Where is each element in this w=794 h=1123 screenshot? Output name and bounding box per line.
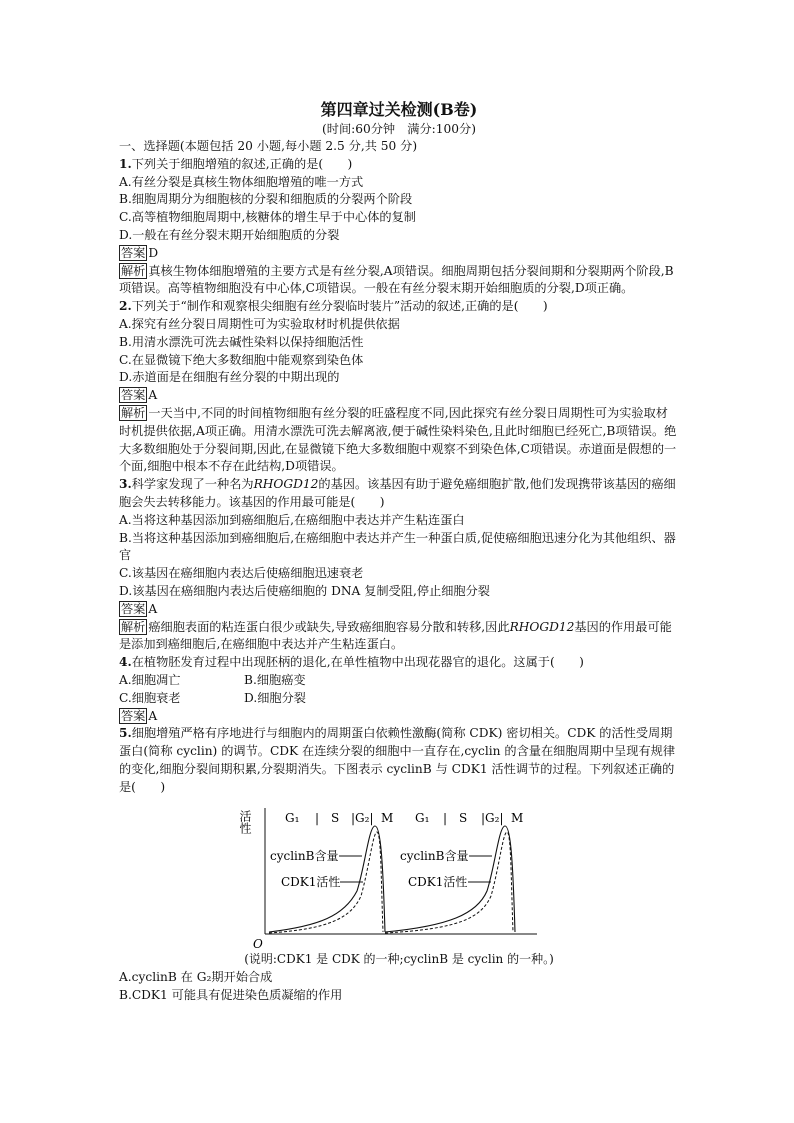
section-heading: 一、选择题(本题包括 20 小题,每小题 2.5 分,共 50 分) bbox=[119, 139, 418, 153]
q4-answer: A bbox=[148, 708, 158, 723]
q3-gene-name: RHOGD12 bbox=[253, 477, 319, 492]
q4-option-b: B.细胞癌变 bbox=[244, 672, 306, 687]
q1-option-a: A.有丝分裂是真核生物体细胞增殖的唯一方式 bbox=[119, 174, 364, 189]
q1-stem: 下列关于细胞增殖的叙述,正确的是( ) bbox=[131, 156, 353, 171]
cdk1-label: CDK1活性 bbox=[408, 875, 468, 890]
y-axis-label: 活性 bbox=[238, 810, 252, 835]
phase-label: M bbox=[381, 811, 394, 826]
cdk1-label: CDK1活性 bbox=[281, 875, 341, 890]
phase-label: | bbox=[443, 811, 448, 826]
q2-option-b: B.用清水漂洗可洗去碱性染料以保持细胞活性 bbox=[119, 334, 364, 349]
explain-tag: 解析 bbox=[121, 263, 146, 278]
phase-label: G₁ bbox=[285, 811, 300, 826]
question-4 bbox=[119, 654, 679, 725]
q2-explanation: 一天当中,不同的时间植物细胞有丝分裂的旺盛程度不同,因此探究有丝分裂日周期性可为实验取材时机提供依据,A项正确。用清水漂洗可洗去解离液,便于碱性染料染色,且此时细胞已经死亡,B项错误。绝大多数细胞处于分裂间期,因此,在显微镜下绝大多数细胞中观察不到染色体,C项错误。赤道面是假想的一个面,细胞中根本不存在此结构,D项错误。 bbox=[119, 405, 677, 474]
q4-stem: 在植物胚发育过程中出现胚柄的退化,在单性植物中出现花器官的退化。这属于( ) bbox=[131, 655, 584, 670]
cyclinb-label: cyclinB含量 bbox=[400, 849, 469, 864]
q1-explanation: 真核生物体细胞增殖的主要方式是有丝分裂,A项错误。细胞周期包括分裂间期和分裂期两个阶段,B项错误。高等植物细胞没有中心体,C项错误。一般在有丝分裂末期开始细胞质的分裂,D项正确。 bbox=[119, 263, 674, 296]
q2-option-c: C.在显微镜下绝大多数细胞中能观察到染色体 bbox=[119, 352, 364, 367]
q3-stem-a: 科学家发现了一种名为 bbox=[131, 477, 254, 492]
q2-answer: A bbox=[148, 388, 158, 403]
q4-number: 4. bbox=[119, 655, 132, 670]
phase-label: G₁ bbox=[415, 811, 430, 826]
answer-tag: 答案 bbox=[121, 708, 146, 723]
phase-label: S bbox=[459, 811, 468, 826]
question-2 bbox=[119, 298, 679, 476]
q3-number: 3. bbox=[119, 477, 132, 492]
cyclinb-cdk1-diagram bbox=[119, 796, 679, 951]
q1-option-d: D.一般在有丝分裂末期开始细胞质的分裂 bbox=[119, 227, 340, 242]
q3-explanation-gene: RHOGD12 bbox=[509, 619, 575, 634]
figure-caption: (说明:CDK1 是 CDK 的一种;cyclinB 是 cyclin 的一种。) bbox=[244, 952, 554, 967]
question-1 bbox=[119, 156, 679, 298]
q5-number: 5. bbox=[119, 726, 132, 741]
answer-tag: 答案 bbox=[121, 245, 146, 260]
doc-subtitle: (时间:60分钟 满分:100分) bbox=[322, 122, 476, 136]
q4-option-a: A.细胞凋亡 bbox=[119, 672, 181, 687]
origin-label: O bbox=[253, 937, 263, 952]
q3-option-c: C.该基因在癌细胞内表达后使癌细胞迅速衰老 bbox=[119, 566, 364, 581]
q5-option-b: B.CDK1 可能具有促进染色质凝缩的作用 bbox=[119, 988, 343, 1003]
q2-option-d: D.赤道面是在细胞有丝分裂的中期出现的 bbox=[119, 370, 340, 385]
explain-tag: 解析 bbox=[121, 405, 146, 420]
q2-stem: 下列关于“制作和观察根尖细胞有丝分裂临时装片”活动的叙述,正确的是( ) bbox=[131, 299, 548, 314]
answer-tag: 答案 bbox=[121, 601, 146, 616]
q3-option-d: D.该基因在癌细胞内表达后使癌细胞的 DNA 复制受阻,停止细胞分裂 bbox=[119, 583, 490, 598]
q3-explanation-a: 癌细胞表面的粘连蛋白很少或缺失,导致癌细胞容易分散和转移,因此 bbox=[148, 619, 510, 634]
q1-number: 1. bbox=[119, 156, 132, 171]
q4-option-d: D.细胞分裂 bbox=[244, 690, 306, 705]
q1-answer: D bbox=[148, 245, 159, 260]
doc-title: 第四章过关检测(B卷) bbox=[320, 100, 478, 119]
cyclinb-label: cyclinB含量 bbox=[270, 849, 339, 864]
q3-option-a: A.当将这种基因添加到癌细胞后,在癌细胞中表达并产生粘连蛋白 bbox=[119, 512, 465, 527]
phase-label: M bbox=[511, 811, 524, 826]
phase-label: |G₂| bbox=[351, 811, 374, 826]
phase-label: S bbox=[331, 811, 340, 826]
document-page bbox=[119, 100, 679, 1005]
q2-number: 2. bbox=[119, 299, 132, 314]
question-5 bbox=[119, 725, 679, 1005]
cell-cycle-figure bbox=[119, 796, 679, 951]
q1-option-c: C.高等植物细胞周期中,核糖体的增生早于中心体的复制 bbox=[119, 210, 416, 225]
explain-tag: 解析 bbox=[121, 619, 146, 634]
q2-option-a: A.探究有丝分裂日周期性可为实验取材时机提供依据 bbox=[119, 316, 400, 331]
q3-explanation-b: 基因的作用最可能是添加到癌细胞后,在癌细胞中表达并产生粘连蛋白。 bbox=[119, 619, 672, 652]
q4-option-c: C.细胞衰老 bbox=[119, 690, 181, 705]
phase-label: | bbox=[315, 811, 320, 826]
phase-label: |G₂| bbox=[481, 811, 504, 826]
q3-answer: A bbox=[148, 601, 158, 616]
q1-option-b: B.细胞周期分为细胞核的分裂和细胞质的分裂两个阶段 bbox=[119, 192, 413, 207]
q3-option-b: B.当将这种基因添加到癌细胞后,在癌细胞中表达并产生一种蛋白质,促使癌细胞迅速分化为其他组织、器官 bbox=[119, 530, 676, 563]
answer-tag: 答案 bbox=[121, 388, 146, 403]
question-3 bbox=[119, 476, 679, 654]
q5-option-a: A.cyclinB 在 G₂期开始合成 bbox=[119, 970, 273, 985]
q3-stem-b: 的基因。该基因有助于避免癌细胞扩散,他们发现携带该基因的癌细胞会失去转移能力。该基因的作用最可能是( ) bbox=[119, 477, 676, 509]
q5-stem: 细胞增殖严格有序地进行与细胞内的周期蛋白依赖性激酶(简称 CDK) 密切相关。CDK 的活性受周期蛋白(简称 cyclin) 的调节。CDK 在连续分裂的细胞中一直存在,cyclin 的含量在细胞周期中呈现有规律的变化,细胞分裂间期积累,分裂期消失。下图表示 cyclinB 与 CDK1 活性调节的过程。下列叙述正确的是( ) bbox=[119, 726, 676, 794]
